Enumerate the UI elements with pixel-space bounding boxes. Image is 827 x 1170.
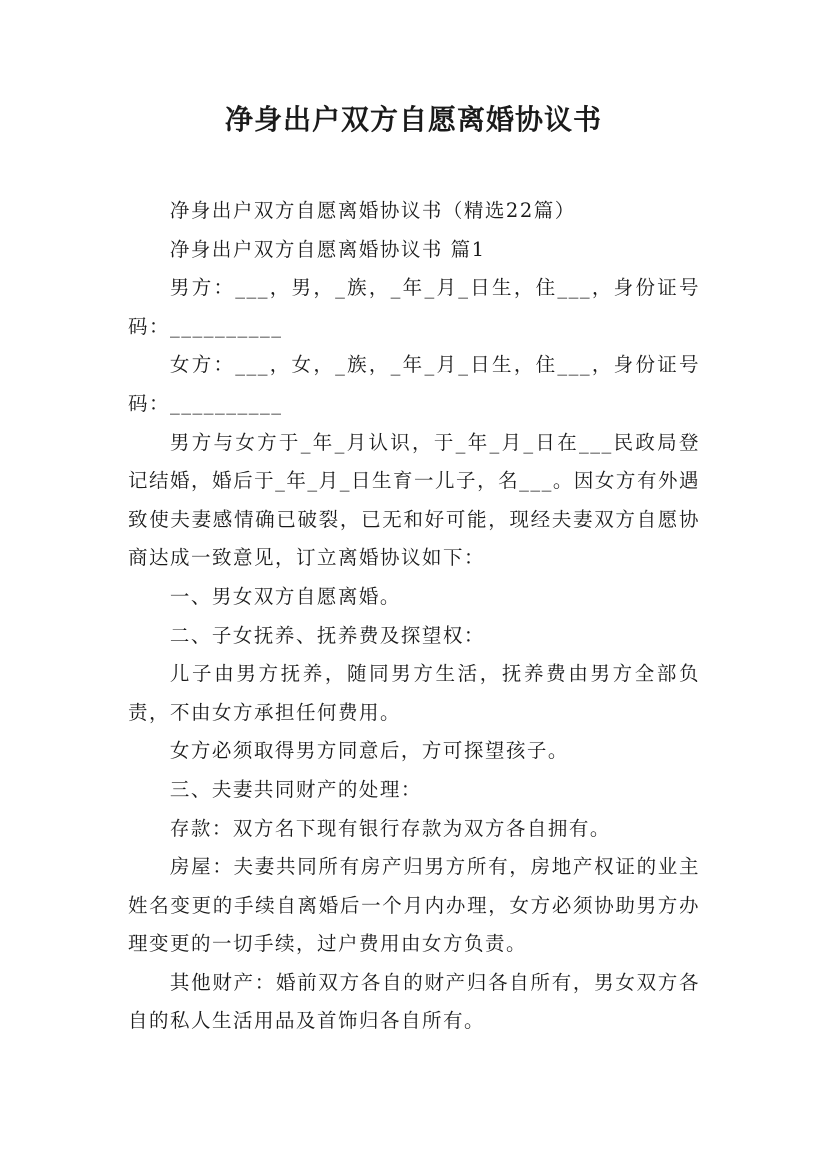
paragraph-section-heading: 净身出户双方自愿离婚协议书 篇1	[169, 237, 486, 261]
paragraph-background: 男方与女方于_年_月认识，于_年_月_日在___民政局登记结婚，婚后于_年_月_日生育一儿子，名___。因女方有外遇致使夫妻感情确已破裂，已无和好可能，现经夫妻双方自愿协商达成一致意见，订立离婚协议如下：	[128, 430, 700, 570]
paragraph-subtitle: 净身出户双方自愿离婚协议书（精选22篇）	[169, 199, 576, 222]
paragraph-clause-1: 一、男女双方自愿离婚。	[169, 584, 401, 608]
paragraph-other-property: 其他财产：婚前双方各自的财产归各自所有，男女双方各自的私人生活用品及首饰归各自所有。	[128, 970, 700, 1033]
document-title: 净身出户双方自愿离婚协议书	[224, 103, 602, 136]
paragraph-husband-info: 男方：___，男，_族，_年_月_日生，住___，身份证号码：__________	[128, 276, 700, 338]
paragraph-savings: 存款：双方名下现有银行存款为双方各自拥有。	[169, 816, 611, 840]
paragraph-clause-2-heading: 二、子女抚养、抚养费及探望权：	[169, 623, 485, 647]
paragraph-visitation: 女方必须取得男方同意后，方可探望孩子。	[169, 739, 569, 763]
paragraph-wife-info: 女方：___，女，_族，_年_月_日生，住___，身份证号码：__________	[128, 353, 700, 415]
paragraph-house: 房屋：夫妻共同所有房产归男方所有，房地产权证的业主姓名变更的手续自离婚后一个月内办理，女方必须协助男方办理变更的一切手续，过户费用由女方负责。	[128, 855, 700, 956]
paragraph-clause-3-heading: 三、夫妻共同财产的处理：	[169, 777, 422, 801]
paragraph-custody: 儿子由男方抚养，随同男方生活，抚养费由男方全部负责，不由女方承担任何费用。	[128, 662, 700, 724]
document-body	[128, 192, 700, 1041]
